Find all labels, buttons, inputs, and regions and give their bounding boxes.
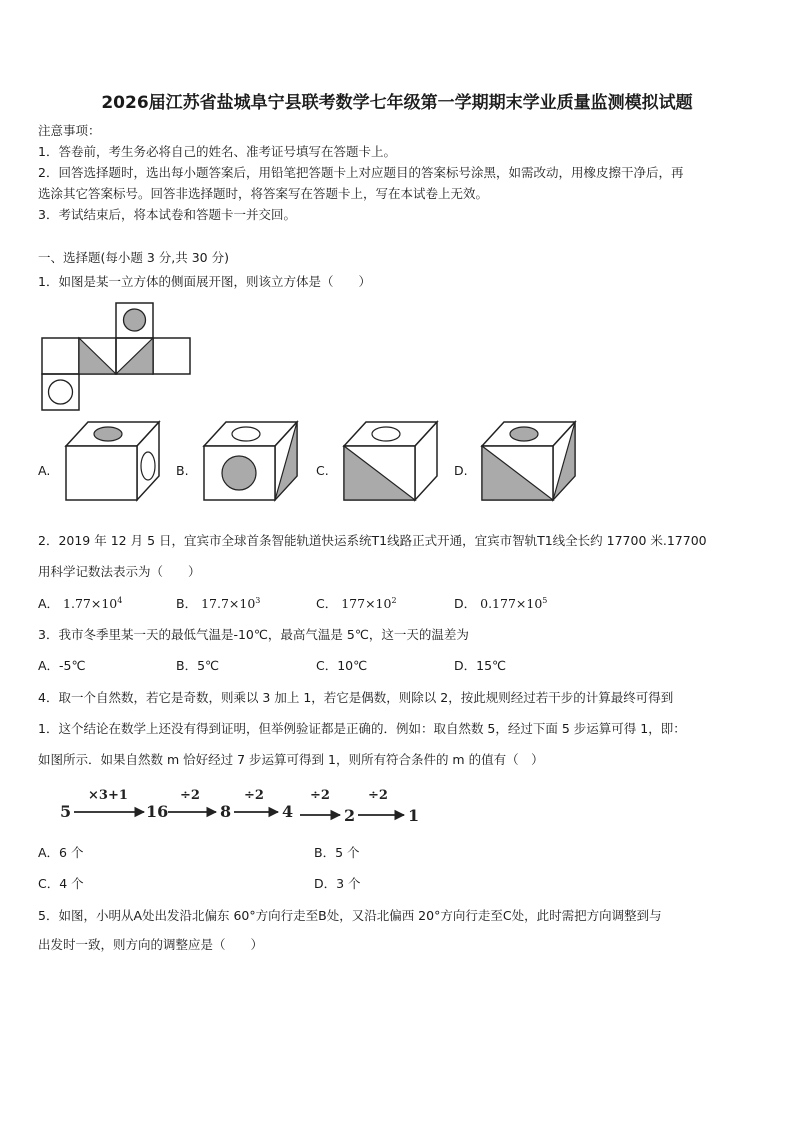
page-title: 2026届江苏省盐城阜宁县联考数学七年级第一学期期末学业质量监测模拟试题 xyxy=(101,93,693,113)
notice-heading: 注意事项： xyxy=(38,123,101,138)
q2-option-c xyxy=(316,594,397,612)
option-exponent: 5 xyxy=(542,595,548,605)
chain-number: 16 xyxy=(146,802,169,821)
option-exponent: 2 xyxy=(391,595,397,605)
net-shaded-triangle xyxy=(116,338,153,374)
option-value: 177×10 xyxy=(341,596,392,611)
question-2-stem: 用科学记数法表示为（ ） xyxy=(38,564,201,579)
option-label: C． xyxy=(316,596,338,611)
chain-number: 4 xyxy=(282,802,294,821)
question-4-stem: 1．这个结论在数学上还没有得到证明，但举例验证都是正确的．例如：取自然数 5，经过下面 5 步运算可得 1，即： xyxy=(38,721,686,736)
option-value: 0.177×10 xyxy=(480,596,543,611)
question-1-stem: 1．如图是某一立方体的侧面展开图，则该立方体是（ ） xyxy=(38,274,371,289)
option-label: B． xyxy=(176,596,198,611)
chain-op: ×3+1 xyxy=(88,788,128,803)
option-label: C. xyxy=(316,463,329,478)
option-label: B. xyxy=(176,463,189,478)
option-c-cube-icon xyxy=(340,420,440,502)
option-label: A． xyxy=(38,596,60,611)
notice-item: 2．回答选择题时，选出每小题答案后，用铅笔把答题卡上对应题目的答案标号涂黑，如需改动，用橡皮擦干净后，再 xyxy=(38,165,684,180)
chain-op: ÷2 xyxy=(244,788,264,803)
net-shaded-circle xyxy=(124,309,146,331)
net-open-circle xyxy=(49,380,73,404)
cube-net-figure xyxy=(40,302,192,412)
q3-option-a: A．-5℃ xyxy=(38,658,86,673)
q4-option-b: B．5 个 xyxy=(314,845,360,860)
option-label: A. xyxy=(38,463,51,478)
q4-option-d: D．3 个 xyxy=(314,876,361,891)
chain-number: 5 xyxy=(60,802,72,821)
question-2-stem: 2．2019 年 12 月 5 日，宜宾市全球首条智能轨道快运系统T1线路正式开通，宜宾市智轨T1线全长约 17700 米.17700 xyxy=(38,533,707,548)
notice-item: 1．答卷前，考生务必将自己的姓名、准考证号填写在答题卡上。 xyxy=(38,144,396,159)
chain-op: ÷2 xyxy=(368,788,388,803)
option-a-cube-icon xyxy=(62,420,162,502)
option-label: D. xyxy=(454,463,468,478)
section-heading: 一、选择题(每小题 3 分,共 30 分) xyxy=(38,250,229,265)
q2-option-b xyxy=(176,594,260,612)
option-value: 1.77×10 xyxy=(63,596,118,611)
option-exponent: 4 xyxy=(117,595,123,605)
q3-option-b: B．5℃ xyxy=(176,658,220,673)
chain-number: 8 xyxy=(220,802,232,821)
q4-option-a: A．6 个 xyxy=(38,845,84,860)
option-exponent: 3 xyxy=(255,595,261,605)
question-5-stem: 5．如图，小明从A处出发沿北偏东 60°方向行走至B处，又沿北偏西 20°方向行走至C处，此时需把方向调整到与 xyxy=(38,908,662,923)
chain-op: ÷2 xyxy=(180,788,200,803)
question-5-stem: 出发时一致，则方向的调整应是（ ） xyxy=(38,937,264,952)
question-4-stem: 4．取一个自然数，若它是奇数，则乘以 3 加上 1，若它是偶数，则除以 2，按此规则经过若干步的计算最终可得到 xyxy=(38,690,674,705)
notice-item: 3．考试结束后，将本试卷和答题卡一并交回。 xyxy=(38,207,296,222)
chain-number: 2 xyxy=(344,806,356,825)
option-d-cube-icon xyxy=(478,420,578,502)
notice-item: 选涂其它答案标号。回答非选择题时，将答案写在答题卡上，写在本试卷上无效。 xyxy=(38,186,489,201)
q2-option-d xyxy=(454,594,547,612)
q3-option-d: D．15℃ xyxy=(454,658,507,673)
net-shaded-triangle xyxy=(79,338,116,374)
chain-op: ÷2 xyxy=(310,788,330,803)
operation-chain-figure xyxy=(58,785,428,827)
question-4-stem: 如图所示．如果自然数 m 恰好经过 7 步运算可得到 1，则所有符合条件的 m 的值有（ ） xyxy=(38,752,544,767)
question-3-stem: 3．我市冬季里某一天的最低气温是-10℃，最高气温是 5℃，这一天的温差为 xyxy=(38,627,469,642)
option-b-cube-icon xyxy=(200,420,300,502)
q2-option-a xyxy=(38,594,122,612)
q4-option-c: C．4 个 xyxy=(38,876,84,891)
option-value: 17.7×10 xyxy=(201,596,256,611)
chain-number: 1 xyxy=(408,806,420,825)
q3-option-c: C．10℃ xyxy=(316,658,368,673)
option-label: D． xyxy=(454,596,477,611)
